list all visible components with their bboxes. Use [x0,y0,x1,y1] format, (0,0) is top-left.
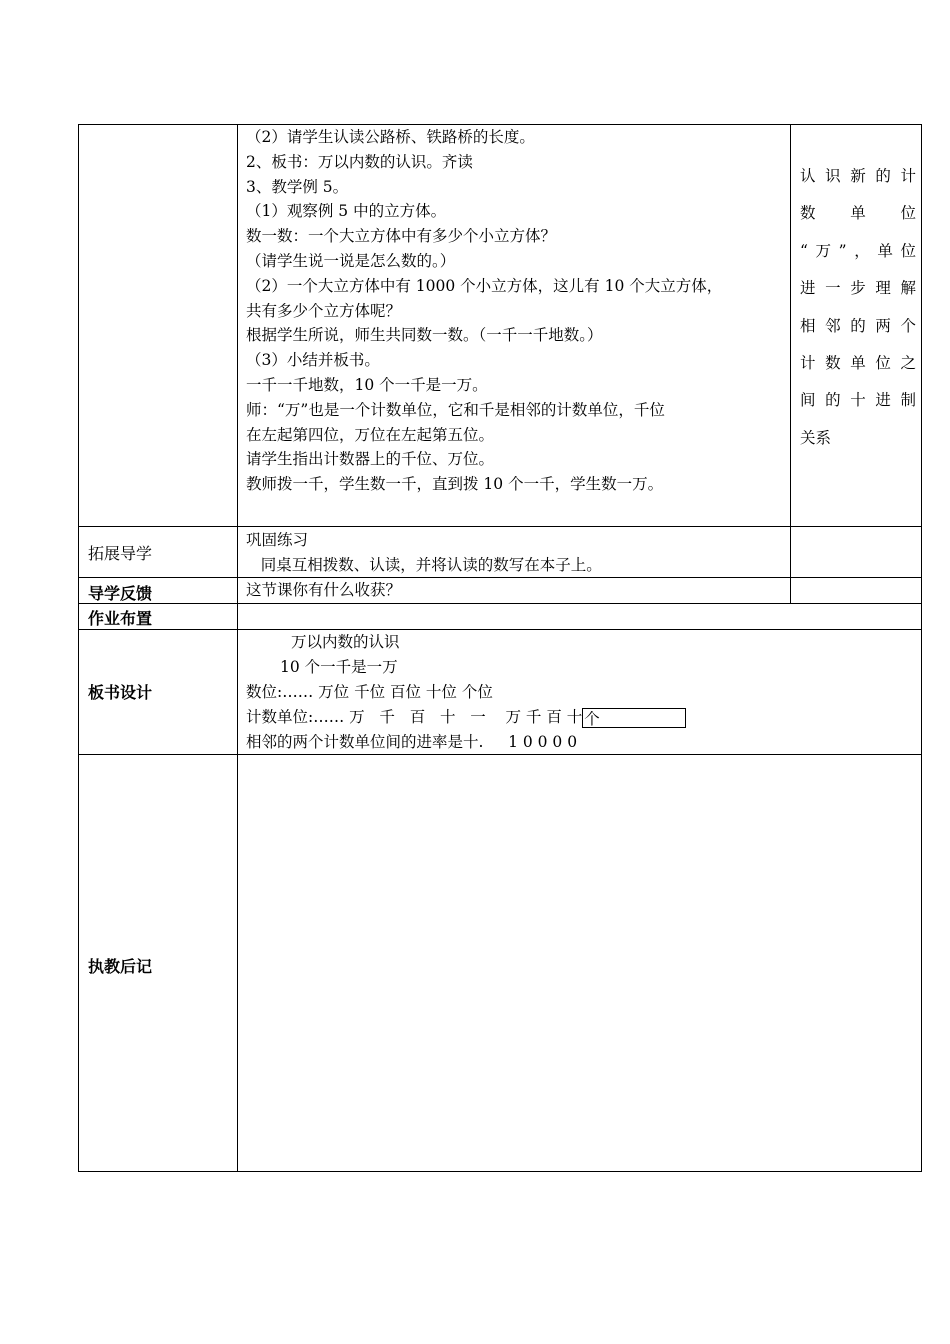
content-line: （1）观察例 5 中的立方体。 [246,202,447,221]
content-line: （2）请学生认读公路桥、铁路桥的长度。 [246,128,535,146]
board-rate: 相邻的两个计数单位间的进率是十. 1 0 0 0 0 [246,733,578,751]
row-divider-3 [78,603,922,604]
content-line: 师：“万”也是一个计数单位，它和千是相邻的计数单位，千位 [246,400,665,419]
table-border-right [921,124,922,1172]
homework-label: 作业布置 [88,609,153,628]
note-line: 数单位 [800,204,916,223]
content-line: 请学生指出计数器上的千位、万位。 [246,450,495,469]
note-line: 间的十进制 [800,391,916,410]
row-divider-4 [78,629,922,630]
extend-line-1: 巩固练习 [246,531,309,549]
feedback-text: 这节课你有什么收获？ [246,581,402,599]
extend-content [246,528,602,578]
content-line: 教师拨一千，学生数一千，直到拨 10 个一千，学生数一万。 [246,475,664,494]
content-line: （3）小结并板书。 [246,351,380,370]
note-line: 进一步理解 [800,279,916,298]
content-line: （2）一个大立方体中有 1000 个小立方体，这儿有 10 个大立方体， [246,276,723,295]
note-line: 关系 [800,428,832,447]
content-line: （请学生说一说是怎么数的。） [246,251,456,270]
extend-label: 拓展导学 [88,544,153,563]
lesson-table [78,124,922,1172]
content-line: 2、板书：万以内数的认识。齐读 [246,152,473,171]
column-divider-2 [790,124,791,604]
content-line: 一千一千地数，10 个一千是一万。 [246,375,488,394]
board-design-label: 板书设计 [88,683,153,702]
content-line: 数一数：一个大立方体中有多少个小立方体？ [246,227,557,246]
note-line: 计数单位之 [800,354,916,373]
table-border-bottom [78,1171,922,1172]
board-units-boxed: 个 [582,708,686,728]
extend-line-2: 同桌互相拨数、认读，并将认读的数写在本子上。 [246,555,602,574]
content-line: 根据学生所说，师生共同数一数。（一千一千地数。） [246,326,603,345]
board-title: 万以内数的认识 [291,633,400,651]
content-line: 3、教学例 5。 [246,177,349,196]
content-line: 共有多少个立方体呢？ [246,301,402,320]
board-units-row [246,705,686,730]
design-intent-note [800,158,916,457]
reflection-label: 执教后记 [88,957,153,976]
table-border-left [78,124,79,1172]
board-units: 计数单位:…… 万 千 百 十 一 万 千 百 十 [246,708,583,726]
feedback-label: 导学反馈 [88,584,153,603]
note-line: 相邻的两个 [800,316,916,335]
row-divider-1 [78,526,922,527]
note-line: 认识新的计 [800,167,916,185]
board-subtitle: 10 个一千是一万 [280,658,398,676]
content-line: 在左起第四位，万位在左起第五位。 [246,425,495,444]
note-line: “万”，单位 [800,241,916,260]
teaching-process-content [246,125,722,497]
board-places: 数位:…… 万位 千位 百位 十位 个位 [246,683,493,701]
column-divider-1 [237,124,238,1172]
